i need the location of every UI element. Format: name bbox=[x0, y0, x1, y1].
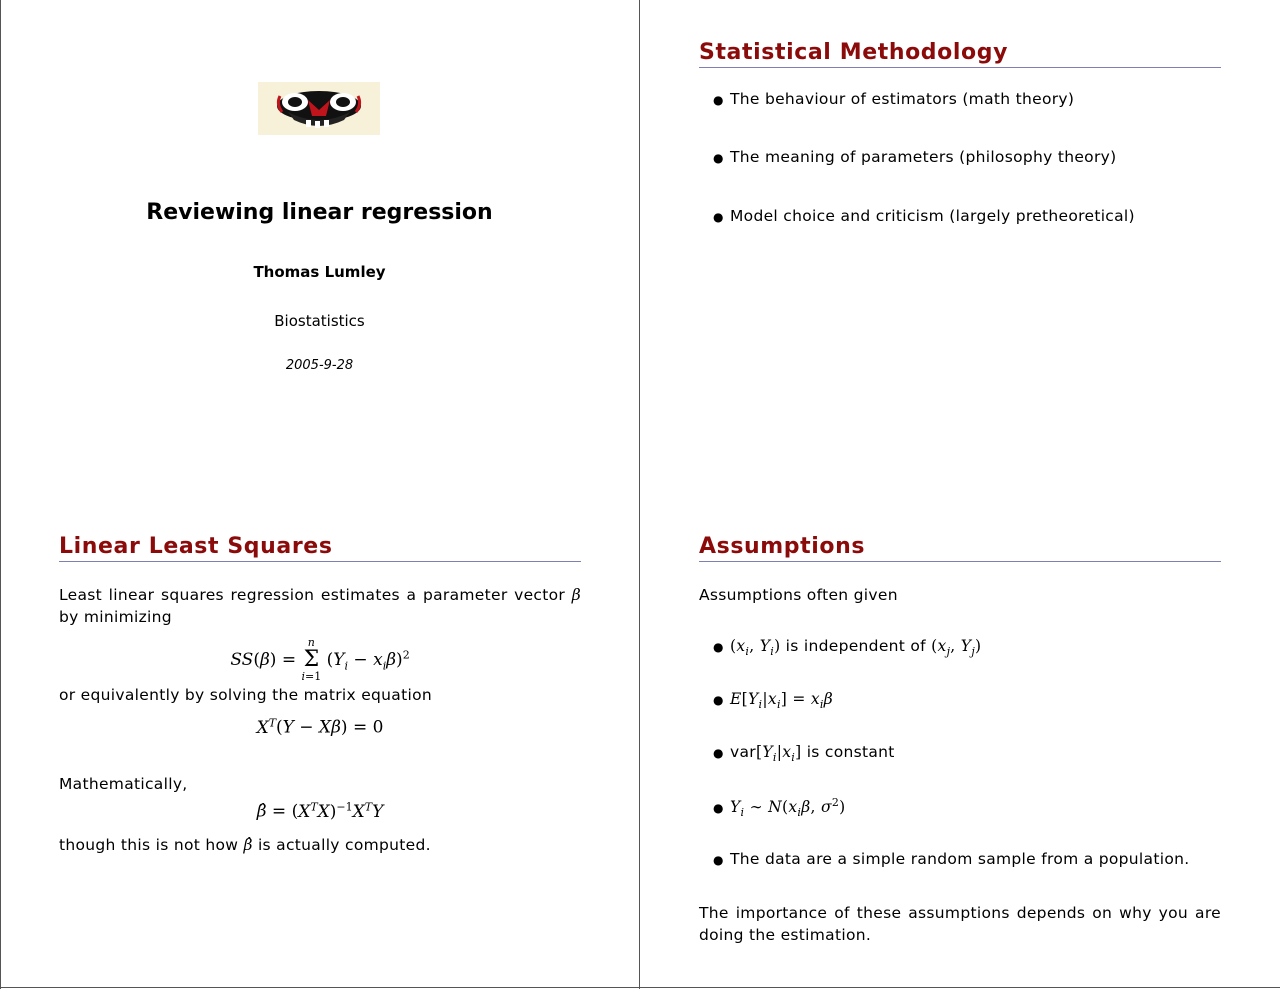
slide-statistical-methodology bbox=[640, 0, 1280, 494]
list-item: ● $Y_i$ ∼ $N(x_i\beta$, $\sigma^2$) bbox=[713, 796, 846, 820]
intro-text: Assumptions often given bbox=[699, 586, 898, 604]
intro-line-2: by minimizing bbox=[59, 608, 172, 626]
slide-heading: Assumptions bbox=[699, 534, 1221, 562]
presentation-title: Reviewing linear regression bbox=[146, 200, 493, 225]
list-item: ● Model choice and criticism (largely pretheoretical) bbox=[713, 207, 1135, 225]
department: Biostatistics bbox=[274, 312, 365, 330]
list-item: ● $var[Y_i|x_i]$ is constant bbox=[713, 743, 895, 765]
bullet-icon: ● bbox=[713, 800, 724, 815]
closing-line: The importance of these assumptions depends on why you are bbox=[699, 904, 1221, 922]
slide-heading: Linear Least Squares bbox=[59, 534, 581, 562]
closing-line-2: doing the estimation. bbox=[699, 926, 872, 944]
list-item: ● ($x_i$, $Y_i$) is independent of ($x_j$, $Y_j$) bbox=[713, 637, 982, 659]
slide-title-page bbox=[0, 0, 639, 494]
bullet-icon: ● bbox=[713, 150, 724, 165]
mathematically-text: Mathematically, bbox=[59, 775, 188, 793]
intro-line: Least linear squares regression estimates a parameter vector β bbox=[59, 586, 581, 604]
author-name: Thomas Lumley bbox=[253, 263, 386, 281]
list-item: ● The data are a simple random sample from a population. bbox=[713, 850, 1190, 868]
slide-heading: Statistical Methodology bbox=[699, 40, 1221, 68]
bullet-icon: ● bbox=[713, 92, 724, 107]
slide-linear-least-squares bbox=[0, 494, 639, 988]
bullet-icon: ● bbox=[713, 852, 724, 867]
presentation-date: 2005-9-28 bbox=[285, 358, 354, 373]
ss-equation: SS(β) = n Σ i=1 $(Y_i - x_i\beta)^2$ bbox=[230, 636, 410, 683]
bullet-icon: ● bbox=[713, 692, 724, 707]
list-item: ● $E[Y_i|x_i] = x_i\beta$ bbox=[713, 690, 833, 712]
bullet-icon: ● bbox=[713, 745, 724, 760]
list-item: ● The behaviour of estimators (math theory) bbox=[713, 90, 1075, 108]
bullet-icon: ● bbox=[713, 639, 724, 654]
computation-note: though this is not how β̂ is actually computed. bbox=[59, 836, 431, 854]
university-logo bbox=[258, 82, 380, 135]
beta-hat-equation: β̂ = $(X^TX)^{-1}X^TY$ bbox=[256, 800, 384, 822]
normal-equation: $X^T(Y - X\beta) = 0$ bbox=[256, 716, 384, 738]
bullet-icon: ● bbox=[713, 209, 724, 224]
slide-assumptions bbox=[640, 494, 1280, 988]
list-item: ● The meaning of parameters (philosophy theory) bbox=[713, 148, 1117, 166]
or-text: or equivalently by solving the matrix equation bbox=[59, 686, 432, 704]
